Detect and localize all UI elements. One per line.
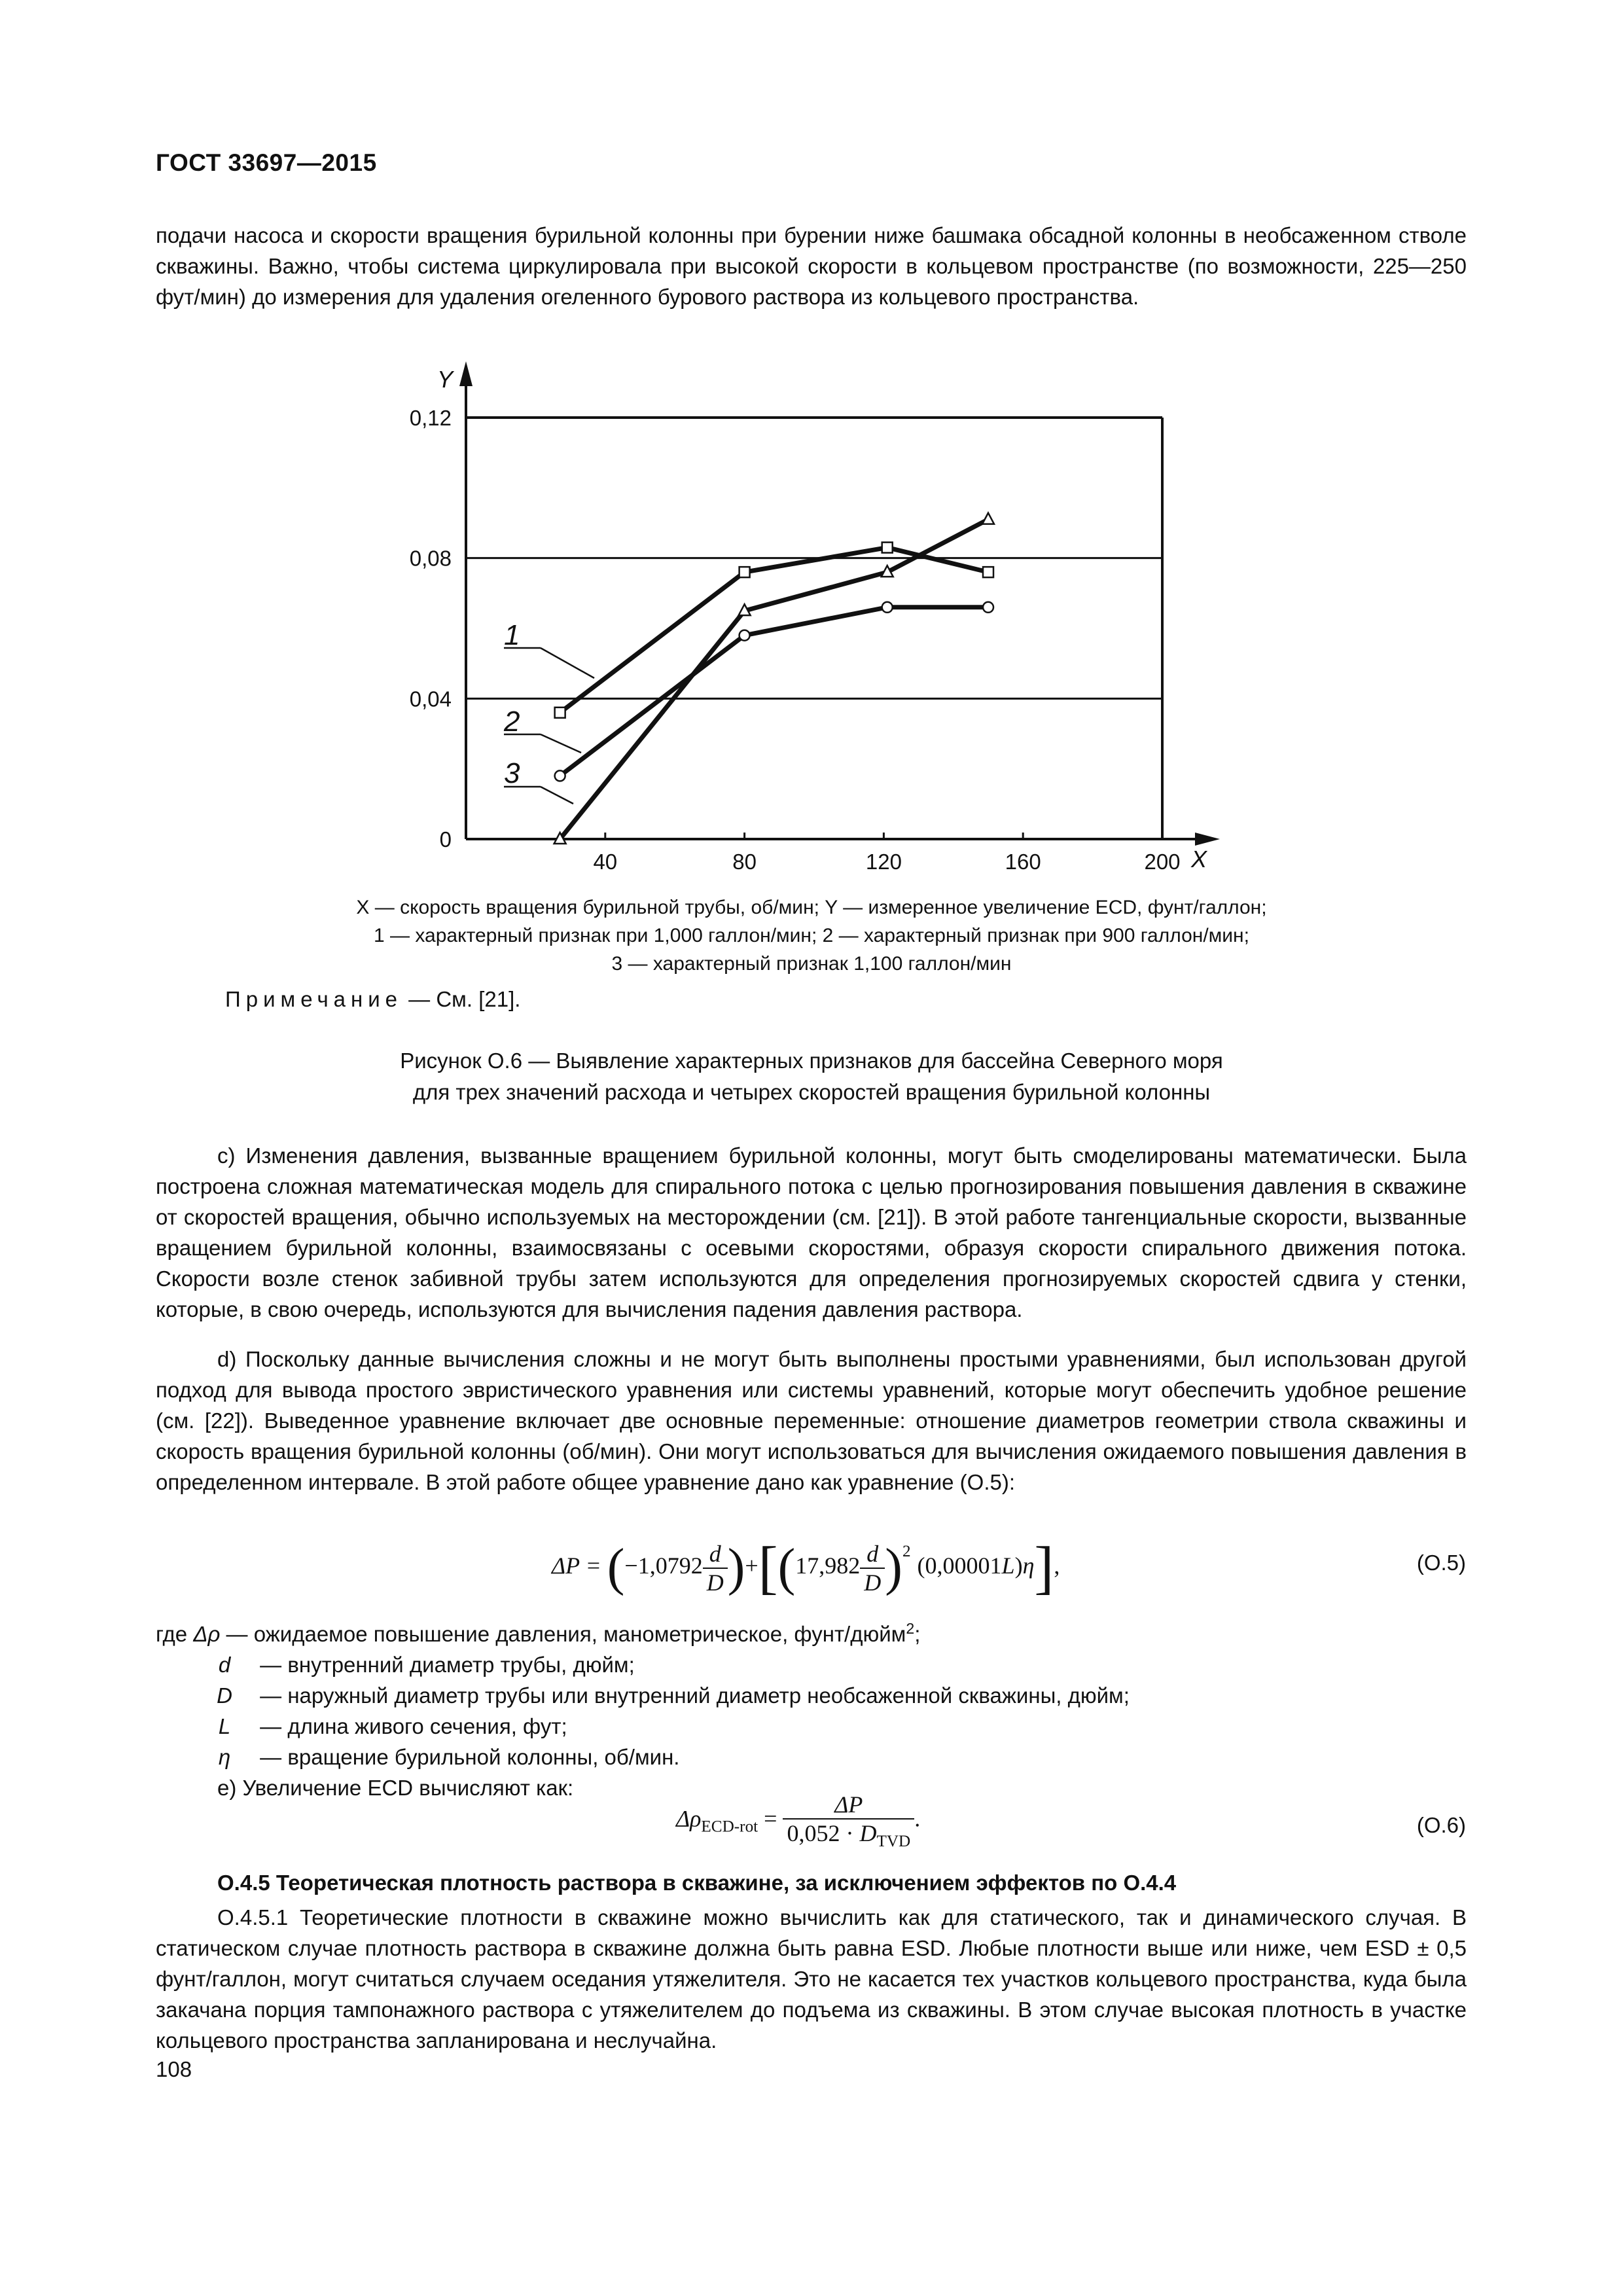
paragraph-o451: О.4.5.1 Теоретические плотности в скважине можно вычислить как для статического, так и динамического случая. В статическом случае плотность раствора в скважине должна быть равна ESD. Любые плотности выше или ниже, чем ESD ± 0,5 фунт/галлон, могут считаться случаем оседания утяжелителя. Это не касается тех участков кольцевого пространства, куда была закачана порция тампонажного раствора с утяжелителем до подъема из скважины. В этом случае высокая плотность в участке кольцевого пространства запланирована и неслучайна.: [156, 1905, 1467, 2053]
legend-line-1: X — скорость вращения бурильной трубы, об/мин; Y — измеренное увеличение ECD, фунт/галлон;: [356, 897, 1267, 918]
x-tick-label: 80: [732, 850, 757, 874]
chart-series: [554, 513, 994, 844]
definition-text: — внутренний диаметр трубы, дюйм;: [254, 1653, 635, 1677]
eq5-coef2: 17,982: [795, 1552, 861, 1579]
series-label-1: 1: [504, 619, 520, 651]
chart-frame: [459, 361, 1220, 846]
definition-symbol: L: [218, 1714, 231, 1738]
intro-paragraph: подачи насоса и скорости вращения бурильной колонны при бурении ниже башмака обсадной колонны в необсаженном стволе скважины. Важно, чтобы система циркулировала при высокой скорости в кольцевом пространстве (по возможности, 225—250 фут/мин) до измерения для удаления огеленного бурового раствора из кольцевого пространства.: [156, 223, 1467, 309]
paragraph-c: c) Изменения давления, вызванные вращением бурильной колонны, могут быть смоделированы математически. Была построена сложная математическая модель для спирального потока с целью прогнозирования повышения давления в скважине от скоростей вращения, обычно используемых на месторождении (см. [21]). В этой работе тангенциальные скорости, вызванные вращением бурильной колонны, взаимосвязаны с осевыми скоростями, образуя скорости спирального движения потока. Скорости возле стенок забивной трубы затем используются для определения прогнозируемых скоростей сдвига у стенки, которые, в свою очередь, используются для вычисления падения давления раствора.: [156, 1143, 1467, 1321]
figure-caption-line-2: для трех значений расхода и четырех скоростей вращения бурильной колонны: [412, 1080, 1211, 1104]
series-2-point: [555, 770, 565, 781]
eq5-coef1: −1,0792: [624, 1552, 703, 1579]
eq5-frac1-den: D: [706, 1569, 724, 1596]
eq5-frac2-num: d: [860, 1540, 885, 1569]
series-2-point: [983, 602, 993, 613]
eq5-exponent: 2: [902, 1542, 911, 1560]
figure-note: [225, 987, 520, 1012]
y-tick-label: 0: [439, 827, 452, 852]
eq6-end: .: [914, 1805, 921, 1832]
note-label: Примечание: [225, 987, 403, 1011]
eq6-den-sub: TVD: [876, 1833, 911, 1851]
y-tick-label: 0,08: [409, 546, 452, 571]
definition-symbol: D: [217, 1683, 232, 1708]
series-3-point: [982, 513, 994, 524]
eq6-eq: =: [764, 1805, 777, 1832]
legend-line-3: 3 — характерный признак 1,100 галлон/мин: [611, 953, 1012, 975]
paragraph-d: d) Поскольку данные вычисления сложны и не могут быть выполнены простыми уравнениями, был использован другой подход для вывода простого эвристического уравнения или системы уравнений, которые могут обеспечить удобное решение (см. [22]). Выведенное уравнение включает две основные переменные: отношение диаметров геометрии ствола скважины и скорость вращения бурильной колонны (об/мин). Они могут использоваться для вычисления ожидаемого повышения давления в определенном интервале. В этой работе общее уравнение дано как уравнение (О.5):: [156, 1347, 1467, 1494]
definition-where: где: [156, 1622, 188, 1646]
x-tick-label: 200: [1144, 850, 1181, 874]
definition-text: — наружный диаметр трубы или внутренний диаметр необсаженной скважины, дюйм;: [254, 1683, 1130, 1708]
definition-text: — длина живого сечения, фут;: [254, 1714, 567, 1738]
definition-text: — вращение бурильной колонны, об/мин.: [254, 1745, 680, 1769]
note-text: — См. [21].: [402, 987, 521, 1011]
series-2-point: [740, 630, 750, 641]
definition-d: [156, 1649, 1130, 1680]
definition-symbol: d: [218, 1653, 231, 1677]
y-tick-label: 0,12: [409, 406, 452, 430]
eq5-tail-eta: η: [1022, 1552, 1035, 1579]
chart-ticks: [410, 366, 1208, 874]
series-1-point: [983, 567, 993, 577]
y-axis-label: Y: [437, 366, 454, 393]
y-axis-arrow: [459, 361, 473, 386]
eq5-frac2-den: D: [864, 1569, 882, 1596]
series-2-point: [882, 602, 893, 613]
chart-series-labels: [503, 619, 594, 804]
definition-symbol: Δρ: [193, 1622, 221, 1646]
section-heading: О.4.5 Теоретическая плотность раствора в скважине, за исключением эффектов по О.4.4: [217, 1871, 1177, 1895]
eq5-frac1-num: d: [703, 1540, 728, 1569]
eq6-lhs: Δρ: [676, 1805, 702, 1832]
page-header: ГОСТ 33697—2015: [156, 149, 377, 176]
series-1-point: [740, 567, 750, 577]
x-tick-label: 40: [593, 850, 618, 874]
definition-eta: [156, 1742, 1130, 1772]
legend-line-2: 1 — характерный признак при 1,000 галлон/мин; 2 — характерный признак при 900 галлон/мин;: [374, 925, 1249, 946]
x-tick-label: 160: [1005, 850, 1041, 874]
page-number: 108: [156, 2057, 192, 2081]
definition-D: [156, 1680, 1130, 1711]
eq6-den-coef: 0,052 ·: [787, 1820, 854, 1846]
figure-caption-line-1: Рисунок О.6 — Выявление характерных признаков для бассейна Северного моря: [400, 1049, 1223, 1073]
series-label-2: 2: [504, 706, 520, 738]
definition-text: — ожидаемое повышение давления, манометрическое, фунт/дюйм: [220, 1622, 906, 1646]
definition-L: [156, 1711, 1130, 1742]
y-tick-label: 0,04: [409, 687, 452, 711]
equation-o5-number: (О.5): [1416, 1551, 1466, 1575]
series-label-leader: [541, 648, 594, 678]
eq5-tail-a: 0,00001: [925, 1552, 1002, 1579]
definition-delta-rho: [156, 1613, 1130, 1649]
series-label-leader: [541, 734, 581, 753]
definitions-list: [156, 1613, 1130, 1803]
series-line-2: [560, 607, 988, 776]
equation-o5: ΔP = (−1,0792 $\frac{d}{D}$ )+[(17,982 $\frac{d}{D}$ )$^2$(0,00001L)η],: [552, 1535, 1060, 1600]
series-1-point: [882, 543, 893, 553]
definition-end: ;: [914, 1622, 921, 1646]
equation-o6-number: (О.6): [1416, 1813, 1466, 1837]
x-axis-label: X: [1191, 846, 1207, 872]
eq6-num: ΔP: [783, 1791, 914, 1820]
line-chart: [0, 0, 1623, 903]
definition-sup: 2: [906, 1620, 915, 1637]
series-label-3: 3: [504, 757, 520, 789]
x-axis-arrow: [1195, 833, 1220, 846]
x-tick-label: 120: [865, 850, 902, 874]
eq5-lhs: ΔP =: [552, 1552, 601, 1579]
definition-symbol: η: [218, 1745, 231, 1769]
equation-o6: [676, 1791, 920, 1851]
series-1-point: [555, 708, 565, 718]
eq5-tail-l: L: [1001, 1552, 1015, 1579]
eq6-lhs-sub: ECD-rot: [701, 1818, 758, 1836]
item-e: e) Увеличение ECD вычисляют как:: [217, 1776, 574, 1800]
series-label-leader: [541, 787, 573, 804]
eq6-den-var: D: [859, 1820, 877, 1846]
